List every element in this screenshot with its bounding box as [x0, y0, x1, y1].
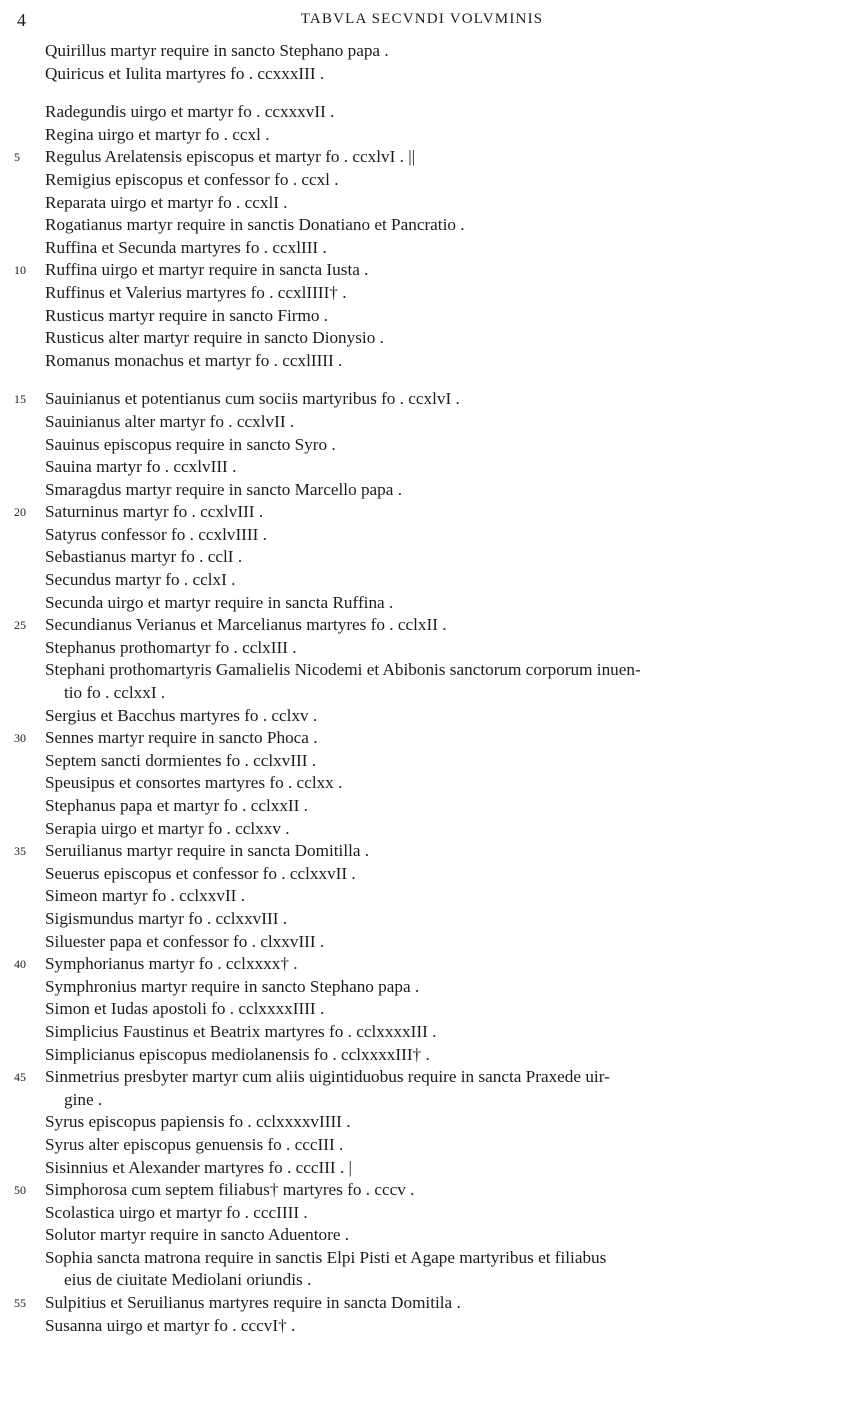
entry-text: Saturninus martyr fo . ccxlvIII .	[45, 502, 264, 522]
entry-text: Solutor martyr require in sancto Aduentore .	[45, 1225, 350, 1245]
entry-text: Sennes martyr require in sancto Phoca .	[45, 728, 318, 748]
index-entry	[0, 124, 844, 147]
index-entry	[0, 1315, 844, 1338]
line-number: 45	[14, 1070, 26, 1085]
entry-text: Secunda uirgo et martyr require in sancta Ruffina .	[45, 592, 394, 612]
page-header	[0, 8, 844, 34]
index-entry	[0, 237, 844, 260]
index-entry	[0, 750, 844, 773]
entry-text: Sauinianus et potentianus cum sociis martyribus fo . ccxlvI .	[45, 389, 460, 409]
index-entry	[0, 479, 844, 502]
entry-text: Sigismundus martyr fo . cclxxvIII .	[45, 908, 288, 928]
index-entry	[0, 840, 844, 863]
entry-text: Regulus Arelatensis episcopus et martyr fo . ccxlvI . ||	[45, 147, 416, 167]
entry-text: Stephanus prothomartyr fo . cclxIII .	[45, 637, 297, 657]
entry-text: Romanus monachus et martyr fo . ccxlIIII .	[45, 350, 343, 370]
entry-text: Remigius episcopus et confessor fo . ccxl .	[45, 169, 339, 189]
index-entry	[0, 192, 844, 215]
line-number: 20	[14, 505, 26, 520]
index-entry	[0, 614, 844, 637]
index-entry	[0, 259, 844, 282]
index-entry	[0, 1224, 844, 1247]
line-number: 15	[14, 392, 26, 407]
index-entry	[0, 772, 844, 795]
index-entry-continuation	[0, 1269, 844, 1292]
entry-text: Quirillus martyr require in sancto Stephano papa .	[45, 41, 389, 60]
entry-text: Septem sancti dormientes fo . cclxvIII .	[45, 750, 317, 770]
index-entry-continuation	[0, 1089, 844, 1112]
entry-text: Regina uirgo et martyr fo . ccxl .	[45, 124, 270, 144]
index-entry	[0, 659, 844, 682]
index-entry	[0, 546, 844, 569]
index-entry	[0, 1111, 844, 1134]
entry-text: Rusticus alter martyr require in sancto Dionysio .	[45, 328, 384, 348]
index-entry	[0, 1202, 844, 1225]
index-entry	[0, 40, 844, 63]
entry-text: Sisinnius et Alexander martyres fo . cccIII . |	[45, 1157, 352, 1177]
index-entry	[0, 908, 844, 931]
entry-text: eius de ciuitate Mediolani oriundis .	[64, 1270, 312, 1290]
entry-text: Sulpitius et Seruilianus martyres require in sancta Domitila .	[45, 1293, 461, 1313]
index-entry	[0, 214, 844, 237]
entry-text: Simeon martyr fo . cclxxvII .	[45, 886, 245, 906]
entry-text: Rogatianus martyr require in sanctis Donatiano et Pancratio .	[45, 215, 465, 235]
index-entry	[0, 101, 844, 124]
index-entry	[0, 1179, 844, 1202]
line-number: 50	[14, 1183, 26, 1198]
page-number: 4	[17, 10, 26, 30]
entry-text: Seruilianus martyr require in sancta Domitilla .	[45, 841, 370, 861]
entry-text: Sebastianus martyr fo . cclI .	[45, 547, 243, 567]
index-entry	[0, 63, 844, 86]
entry-text: Secundianus Verianus et Marcelianus martyres fo . cclxII .	[45, 615, 447, 635]
line-number: 25	[14, 618, 26, 633]
entry-text: Sauinus episcopus require in sancto Syro .	[45, 434, 336, 454]
index-entry	[0, 282, 844, 305]
index-entry	[0, 456, 844, 479]
index-entry	[0, 931, 844, 954]
entry-text: Satyrus confessor fo . ccxlvIIII .	[45, 524, 267, 544]
index-entry	[0, 637, 844, 660]
index-entry	[0, 795, 844, 818]
index-entry	[0, 434, 844, 457]
index-entry	[0, 727, 844, 750]
index-entry	[0, 1021, 844, 1044]
index-entries	[0, 40, 844, 1337]
index-entry	[0, 818, 844, 841]
entry-text: Ruffina uirgo et martyr require in sancta Iusta .	[45, 260, 369, 280]
entry-text: Sergius et Bacchus martyres fo . cclxv .	[45, 705, 318, 725]
entry-text: Sophia sancta matrona require in sanctis Elpi Pisti et Agape martyribus et filiabus	[45, 1247, 607, 1267]
index-entry	[0, 146, 844, 169]
entry-text: Simphorosa cum septem filiabus† martyres fo . cccv .	[45, 1180, 415, 1200]
entry-text: Rusticus martyr require in sancto Firmo .	[45, 305, 329, 325]
entry-text: Stephani prothomartyris Gamalielis Nicodemi et Abibonis sanctorum corporum inuen-	[45, 660, 641, 680]
index-entry	[0, 388, 844, 411]
entry-text: tio fo . cclxxI .	[64, 683, 166, 703]
index-entry	[0, 169, 844, 192]
entry-text: Susanna uirgo et martyr fo . cccvI† .	[45, 1315, 296, 1335]
index-entry	[0, 1044, 844, 1067]
index-entry	[0, 1157, 844, 1180]
entry-text: Symphorianus martyr fo . cclxxxx† .	[45, 954, 298, 974]
index-entry	[0, 1247, 844, 1270]
entry-text: gine .	[64, 1089, 103, 1109]
entry-text: Stephanus papa et martyr fo . cclxxII .	[45, 796, 308, 815]
line-number: 40	[14, 957, 26, 972]
entry-text: Quiricus et Iulita martyres fo . ccxxxIII .	[45, 63, 325, 83]
line-number: 10	[14, 263, 26, 278]
index-entry	[0, 524, 844, 547]
entry-text: Syrus episcopus papiensis fo . cclxxxxvIIII .	[45, 1112, 351, 1132]
index-entry	[0, 1134, 844, 1157]
entry-text: Simplicianus episcopus mediolanensis fo . cclxxxxIII† .	[45, 1044, 430, 1064]
entry-text: Ruffinus et Valerius martyres fo . ccxlIIII† .	[45, 282, 347, 302]
line-number: 5	[14, 150, 20, 165]
index-entry	[0, 1066, 844, 1089]
entry-text: Simplicius Faustinus et Beatrix martyres fo . cclxxxxIII .	[45, 1021, 437, 1041]
entry-text: Simon et Iudas apostoli fo . cclxxxxIIII .	[45, 999, 325, 1019]
entry-text: Serapia uirgo et martyr fo . cclxxv .	[45, 818, 290, 838]
index-entry	[0, 863, 844, 886]
index-entry	[0, 953, 844, 976]
line-number: 30	[14, 731, 26, 746]
entry-text: Sauinianus alter martyr fo . ccxlvII .	[45, 411, 295, 431]
index-entry	[0, 998, 844, 1021]
entry-text: Speusipus et consortes martyres fo . cclxx .	[45, 773, 343, 793]
entry-text: Radegundis uirgo et martyr fo . ccxxxvII .	[45, 102, 335, 122]
entry-text: Syrus alter episcopus genuensis fo . cccIII .	[45, 1134, 344, 1154]
index-entry	[0, 411, 844, 434]
entry-text: Smaragdus martyr require in sancto Marcello papa .	[45, 479, 402, 499]
index-entry	[0, 305, 844, 328]
index-entry	[0, 592, 844, 615]
entry-text: Sinmetrius presbyter martyr cum aliis uigintiduobus require in sancta Praxede uir-	[45, 1067, 610, 1087]
index-entry	[0, 501, 844, 524]
index-entry-continuation	[0, 682, 844, 705]
index-entry	[0, 976, 844, 999]
index-entry	[0, 350, 844, 373]
index-entry	[0, 327, 844, 350]
entry-text: Siluester papa et confessor fo . clxxvIII .	[45, 931, 325, 951]
entry-text: Ruffina et Secunda martyres fo . ccxlIII .	[45, 237, 327, 257]
index-entry	[0, 569, 844, 592]
line-number: 35	[14, 844, 26, 859]
line-number: 55	[14, 1296, 26, 1311]
running-title: TABVLA SECVNDI VOLVMINIS	[300, 11, 544, 27]
entry-text: Sauina martyr fo . ccxlvIII .	[45, 457, 237, 477]
index-entry	[0, 1292, 844, 1315]
entry-text: Scolastica uirgo et martyr fo . cccIIII .	[45, 1202, 308, 1222]
index-entry	[0, 705, 844, 728]
entry-text: Symphronius martyr require in sancto Stephano papa .	[45, 976, 420, 996]
entry-text: Secundus martyr fo . cclxI .	[45, 570, 236, 590]
entry-text: Reparata uirgo et martyr fo . ccxlI .	[45, 192, 288, 212]
index-entry	[0, 885, 844, 908]
entry-text: Seuerus episcopus et confessor fo . cclxxvII .	[45, 863, 356, 883]
